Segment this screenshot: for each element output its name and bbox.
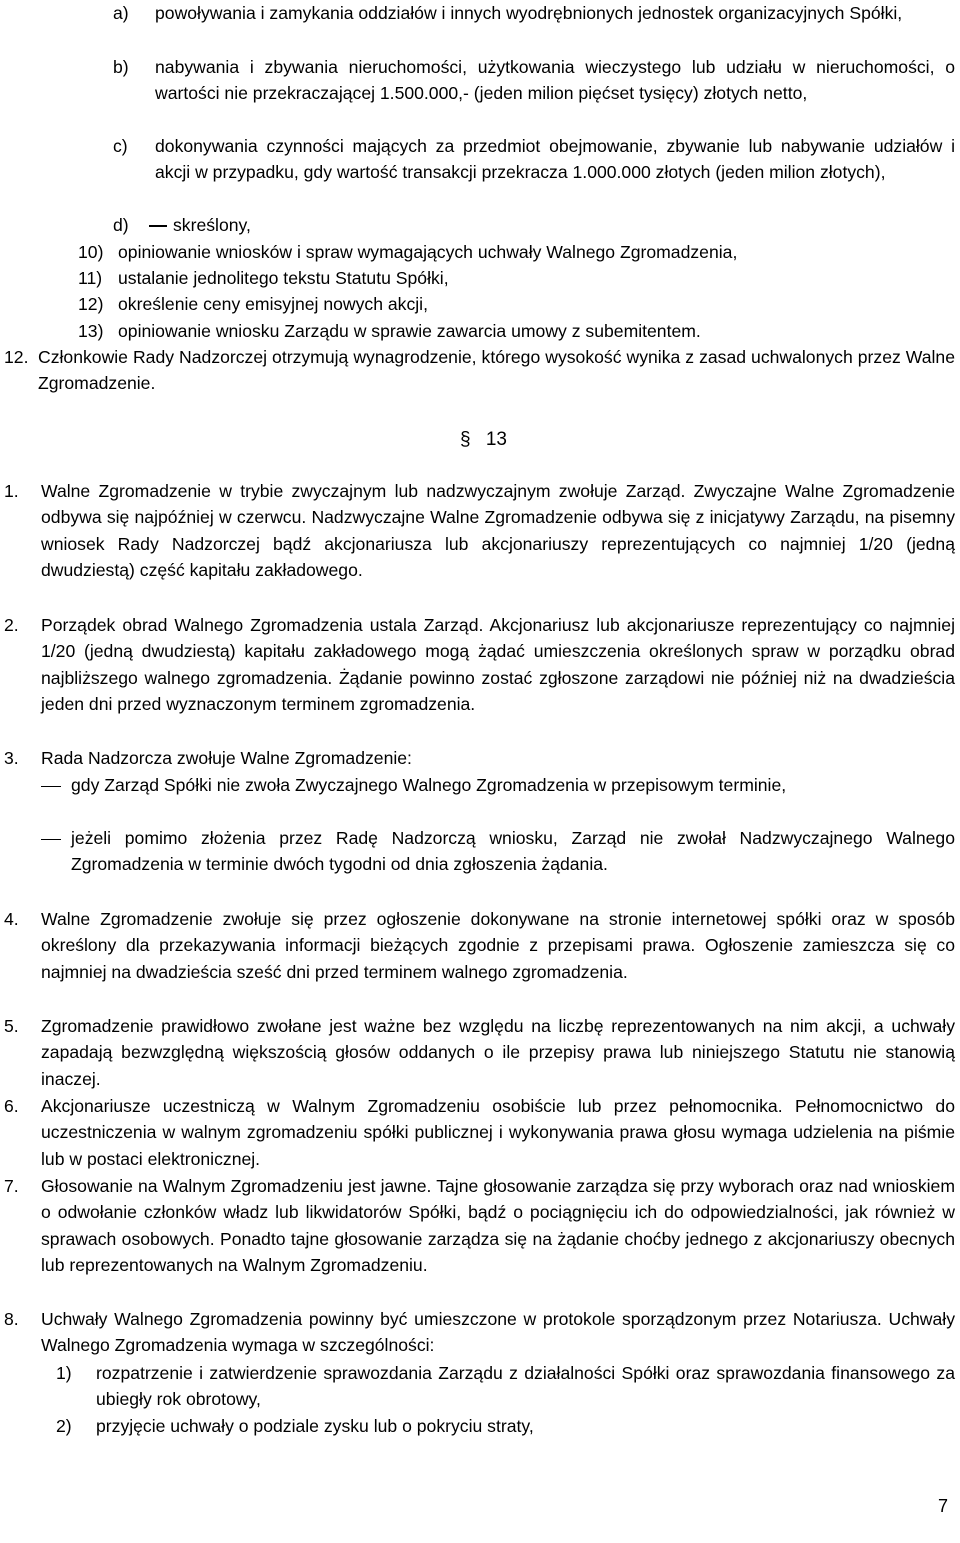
point-text: Walne Zgromadzenie w trybie zwyczajnym lub nadzwyczajnym zwołuje Zarząd. Zwyczajne Walne Zgromadzenie odbywa się najpóźniej w czerwcu. Nadzwyczajne Walne Zgromadzenie odbywa się z inicjatywy Zarządu, na pisemny wniosek Rady Nadzorczej bądź akcjonariusza lub akcjonariuszy reprezentujących co najmniej 1/20 (jedną dwudziestą) część kapitału zakładowego.	[41, 481, 955, 580]
list-item-10	[78, 239, 955, 265]
point-3-dash-2	[41, 825, 955, 878]
sub-text: rozpatrzenie i zatwierdzenie sprawozdania Zarządu z działalności Spółki oraz sprawozdania finansowego za ubiegły rok obrotowy,	[96, 1363, 955, 1410]
dash-mark	[149, 225, 167, 227]
dash-item-text: gdy Zarząd Spółki nie zwoła Zwyczajnego Walnego Zgromadzenia w przepisowym terminie,	[71, 775, 787, 795]
point-label: 12.	[4, 347, 29, 367]
point-3	[4, 745, 955, 771]
section-number: 13	[485, 429, 507, 450]
list-text: opiniowanie wniosków i spraw wymagających uchwały Walnego Zgromadzenia,	[118, 242, 738, 262]
list-label: 13)	[78, 321, 104, 341]
page-number: 7	[938, 1496, 949, 1516]
dash-mark-wrap	[41, 772, 71, 798]
dash-mark	[41, 786, 61, 788]
list-text: powoływania i zamykania oddziałów i innych wyodrębnionych jednostek organizacyjnych Spółki,	[155, 3, 903, 23]
point-label: 4.	[4, 909, 19, 929]
list-label: a)	[113, 3, 129, 23]
point-text: Porządek obrad Walnego Zgromadzenia ustala Zarząd. Akcjonariusz lub akcjonariusze reprezentujący co najmniej 1/20 (jedną dwudziestą) kapitału zakładowego mogą żądać umieszczenia określonych spraw w porządku obrad najbliższego walnego zgromadzenia. Żądanie powinno zostać zgłoszone zarządowi nie później niż na dwadzieścia jeden dni przed wyznaczonym terminem zgromadzenia.	[41, 615, 955, 714]
point-label: 2.	[4, 615, 19, 635]
point-6	[4, 1093, 955, 1172]
point-label: 7.	[4, 1176, 19, 1196]
dash-item-text: jeżeli pomimo złożenia przez Radę Nadzorczą wniosku, Zarząd nie zwołał Nadzwyczajnego Walnego Zgromadzenia w terminie dwóch tygodni od dnia zgłoszenia żądania.	[71, 828, 955, 875]
point-text: Akcjonariusze uczestniczą w Walnym Zgromadzeniu osobiście lub przez pełnomocnika. Pełnomocnictwo do uczestniczenia w walnym zgromadzeniu spółki publicznej i wykonywania prawa głosu wymaga udzielenia na piśmie lub w postaci elektronicznej.	[41, 1096, 955, 1169]
list-label: d)	[113, 215, 129, 235]
list-label: c)	[113, 136, 128, 156]
point-text: Głosowanie na Walnym Zgromadzeniu jest jawne. Tajne głosowanie zarządza się przy wyborach oraz nad wnioskiem o odwołanie członków władz lub likwidatorów Spółki, bądź o pociągnięciu ich do odpowiedzialności, jak również w sprawach osobowych. Ponadto tajne głosowanie zarządza się na żądanie choćby jednego z akcjonariuszy obecnych lub reprezentowanych na Walnym Zgromadzeniu.	[41, 1176, 955, 1275]
list-text: ustalanie jednolitego tekstu Statutu Spółki,	[118, 268, 449, 288]
point-label: 1.	[4, 481, 19, 501]
sub-label: 1)	[56, 1363, 72, 1383]
point-7	[4, 1173, 955, 1278]
point-label: 6.	[4, 1096, 19, 1116]
dash-mark	[41, 839, 61, 841]
point-8-sub-2	[56, 1413, 955, 1439]
point-8	[4, 1306, 955, 1359]
list-text: nabywania i zbywania nieruchomości, użytkowania wieczystego lub udziału w nieruchomości, o wartości nie przekraczającej 1.500.000,- (jeden milion pięćset tysięcy) złotych netto,	[155, 57, 955, 104]
list-item-13	[78, 318, 955, 344]
point-label: 8.	[4, 1309, 19, 1329]
list-label: 11)	[78, 268, 103, 288]
section-heading	[460, 427, 507, 453]
point-label: 5.	[4, 1016, 19, 1036]
point-text: Członkowie Rady Nadzorczej otrzymują wynagrodzenie, którego wysokość wynika z zasad uchwalonych przez Walne Zgromadzenie.	[38, 347, 955, 394]
list-label: 12)	[78, 294, 104, 314]
section-sign: §	[460, 429, 471, 450]
sub-label: 2)	[56, 1416, 72, 1436]
list-item-a	[113, 0, 955, 26]
list-item-12	[78, 291, 955, 317]
list-text: dokonywania czynności mających za przedmiot obejmowanie, zbywanie lub nabywanie udziałów i akcji w przypadku, gdy wartość transakcji przekracza 1.000.000 złotych (jeden milion złotych),	[155, 136, 955, 183]
point-12	[4, 344, 955, 397]
point-text: Uchwały Walnego Zgromadzenia powinny być umieszczone w protokole sporządzonym przez Notariusza. Uchwały Walnego Zgromadzenia wymaga w szczególności:	[41, 1309, 955, 1356]
dash-mark-wrap	[41, 825, 71, 851]
point-label: 3.	[4, 748, 19, 768]
point-text: Walne Zgromadzenie zwołuje się przez ogłoszenie dokonywane na stronie internetowej spółki oraz w sposób określony dla przekazywania informacji bieżących zgodnie z przepisami prawa. Ogłoszenie zamieszcza się co najmniej na dwadzieścia sześć dni przed terminem walnego zgromadzenia.	[41, 909, 955, 982]
list-item-c	[113, 133, 955, 186]
list-item-d	[113, 212, 955, 238]
point-3-dash-1	[41, 772, 955, 798]
point-1	[4, 478, 955, 583]
point-4	[4, 906, 955, 985]
point-text: Rada Nadzorcza zwołuje Walne Zgromadzenie:	[41, 748, 412, 768]
list-label: 10)	[78, 242, 104, 262]
list-item-11	[78, 265, 955, 291]
list-text: skreślony,	[173, 215, 251, 235]
list-label: b)	[113, 57, 129, 77]
list-text: określenie ceny emisyjnej nowych akcji,	[118, 294, 428, 314]
point-text: Zgromadzenie prawidłowo zwołane jest ważne bez względu na liczbę reprezentowanych na nim akcji, a uchwały zapadają bezwzględną większością głosów oddanych o ile przepisy prawa lub niniejszego Statutu nie stanowią inaczej.	[41, 1016, 955, 1089]
point-2	[4, 612, 955, 717]
point-5	[4, 1013, 955, 1092]
point-8-sub-1	[56, 1360, 955, 1413]
list-text: opiniowanie wniosku Zarządu w sprawie zawarcia umowy z subemitentem.	[118, 321, 701, 341]
sub-text: przyjęcie uchwały o podziale zysku lub o pokryciu straty,	[96, 1416, 534, 1436]
list-item-b	[113, 54, 955, 107]
